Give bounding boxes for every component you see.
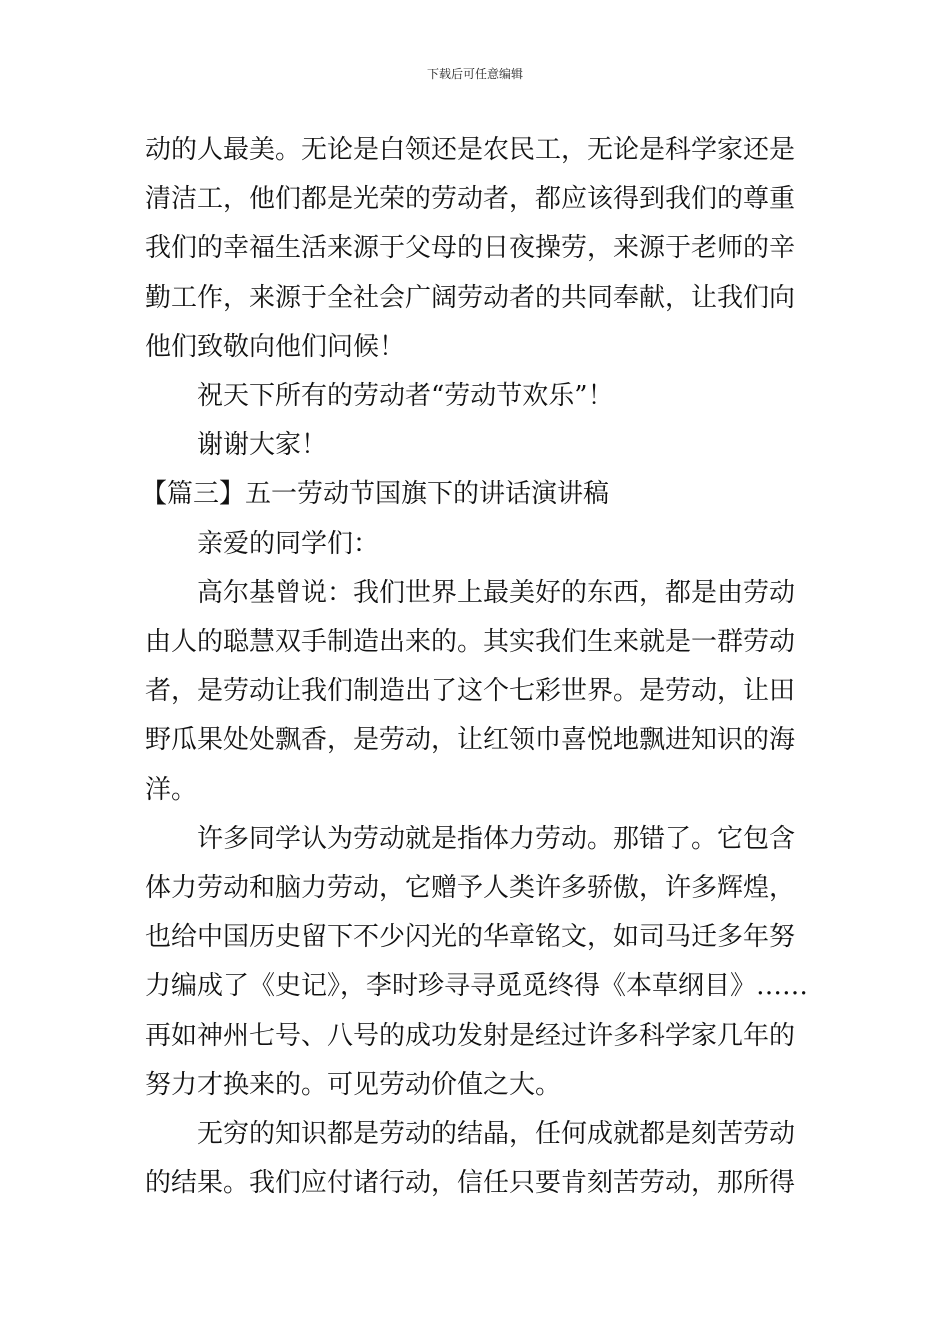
paragraph-thanks: 谢谢大家！ [197, 430, 328, 461]
paragraph-continuation: 动的人最美。无论是白领还是农民工，无论是科学家还是清洁工，他们都是光荣的劳动者，都应该得到我们的尊重我们的幸福生活来源于父母的日夜操劳，来源于老师的辛勤工作，来源于全社会广阔劳动者的共同奉献，让我们向他们致敬向他们问候！ [145, 135, 796, 362]
paragraph-wish: 祝天下所有的劳动者“劳动节欢乐”！ [197, 381, 614, 412]
page-header: 下载后可任意编辑 [426, 67, 523, 81]
section-heading: 【篇三】五一劳动节国旗下的讲话演讲稿 [141, 479, 610, 510]
paragraph-gorky-quote: 高尔基曾说：我们世界上最美好的东西，都是由劳动由人的聪慧双手制造出来的。其实我们生来就是一群劳动者，是劳动让我们制造出了这个七彩世界。是劳动，让田野瓜果处处飘香，是劳动，让红领巾喜悦地飘进知识的海洋。 [145, 577, 796, 805]
paragraph-labor-types: 许多同学认为劳动就是指体力劳动。那错了。它包含体力劳动和脑力劳动，它赠予人类许多骄傲，许多辉煌，也给中国历史留下不少闪光的华章铭文，如司马迁多年努力编成了《史记》，李时珍寻寻觅觅终得《本草纲目》……再如神州七号、八号的成功发射是经过许多科学家几年的努力才换来的。可见劳动价值之大。 [145, 823, 809, 1100]
paragraph-knowledge: 无穷的知识都是劳动的结晶，任何成就都是刻苦劳动的结果。我们应付诸行动，信任只要肯刻苦劳动，那所得 [145, 1119, 796, 1199]
paragraph-greeting: 亲爱的同学们： [197, 528, 380, 559]
document-body [141, 126, 810, 1208]
